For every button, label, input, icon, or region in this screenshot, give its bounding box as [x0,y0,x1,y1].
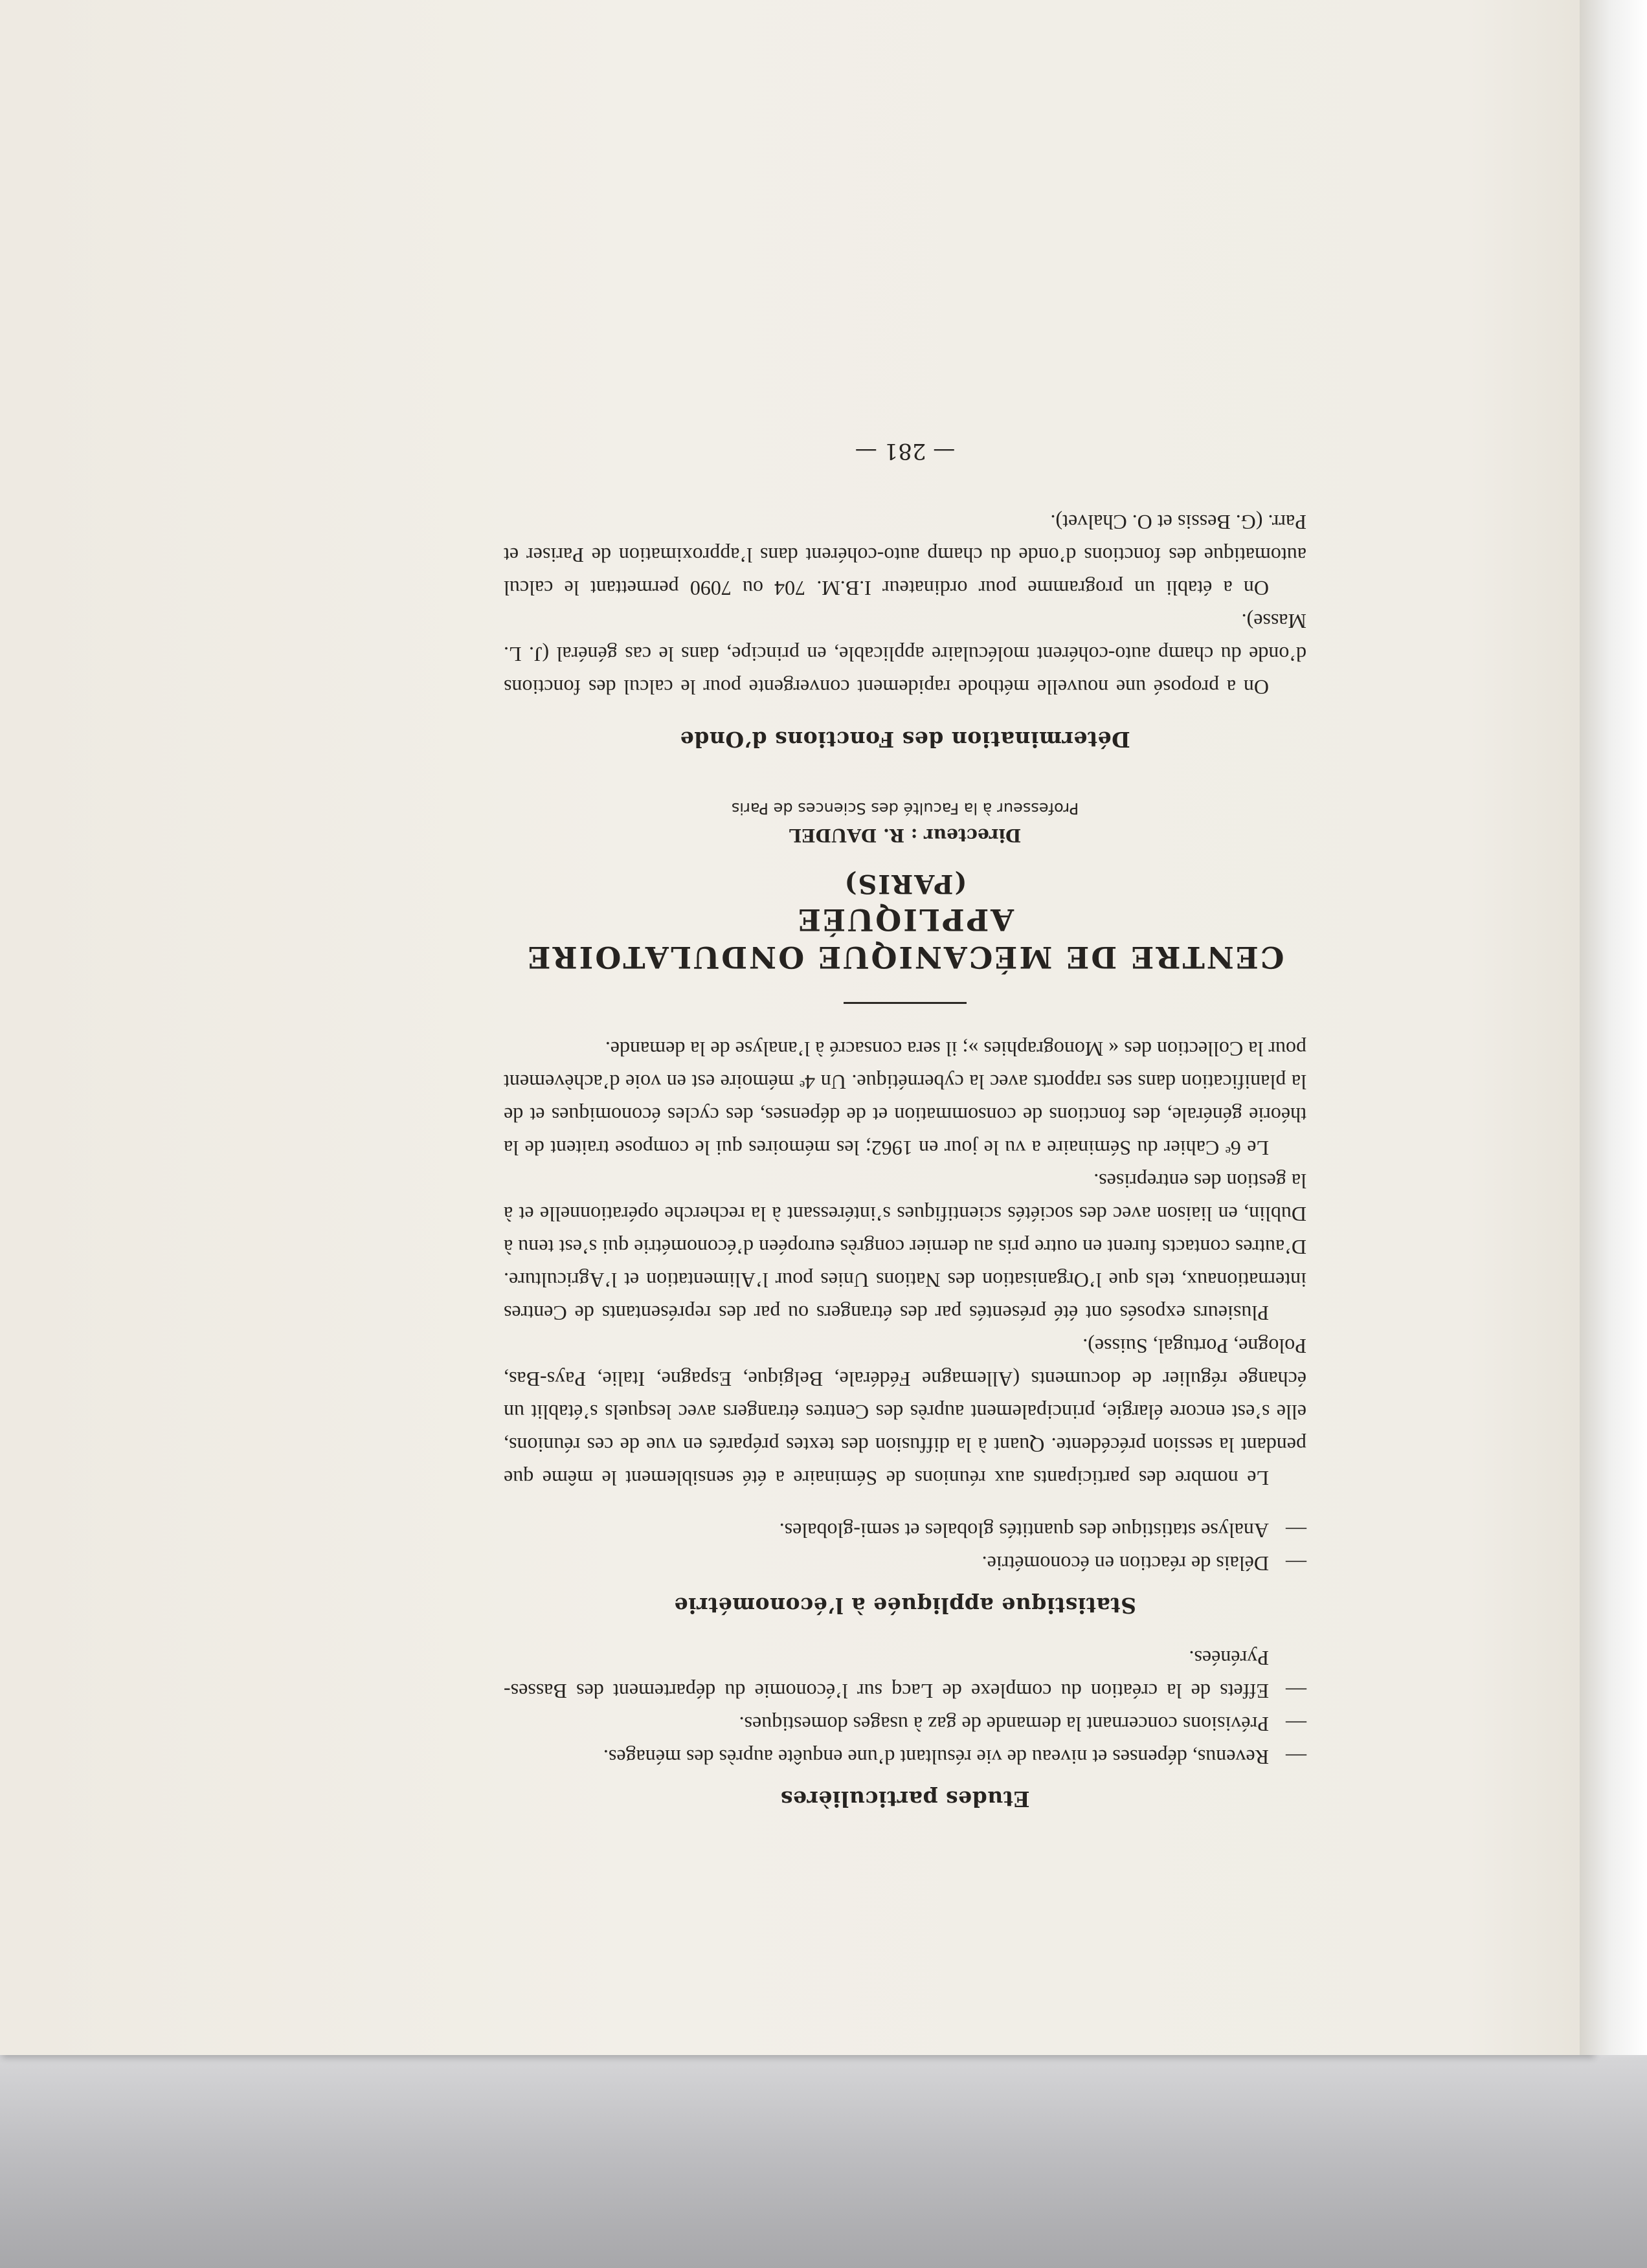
seminaire-paragraph: Le 6ᵉ Cahier du Séminaire a vu le jour en 1962; les mémoires qui le compose traitent de la théorie générale, des fonctions de consommation et de dépenses, des cycles économiques et de la planification dans ses rapports avec la cybernétique. Un 4ᵉ mémoire est en voie d’achèvement pour la Collection des « Monographies »; il sera consacré à l’analyse de la demande. [504,1038,1306,1160]
section-heading-onde: Détermination des Fonctions d’Onde [680,727,1130,752]
list-item: —Prévisions concernant la demande de gaz à usages domestiques. [739,1713,1306,1736]
section-divider-rule [844,1002,967,1004]
list-item: —Analyse statistique des quantités globales et semi-globales. [779,1519,1306,1542]
page-content [504,436,1306,1816]
list-item: —Effets de la création du complexe de Lacq sur l’économie du département des Basses-Pyrénées. [504,1647,1306,1703]
onde-paragraph: On a proposé une nouvelle méthode rapidement convergente pour le calcul des fonctions d’onde du champ auto-cohérent moléculaire applicable, en principe, dans le cas général (J. L. Masse). [504,610,1306,699]
etudes-list [504,1641,1306,1773]
seminaire-paragraph: Le nombre des participants aux réunions de Séminaire a été sensiblement le même que pendant la session précédente. Quant à la diffusion des textes préparés en vue de ces réunions, elle s’est encore élargie, principalement auprès des Centres étrangers avec lesquels s’établit un échange régulier de documents (Allemagne Fédérale, Belgique, Espagne, Italie, Pays-Bas, Pologne, Portugal, Suisse). [504,1335,1306,1490]
section-heading-etudes: Etudes particulières [780,1786,1030,1812]
seminaire-paragraph: Plusieurs exposés ont été présentés par des étrangers ou par des représentants de Centres internationaux, tels que l’Organisation des Nations Unies pour l’Alimentation et l’Agriculture. D’autres contacts furent en outre pris au dernier congrès européen d’économétrie qui s’est tenu à Dublin, en liaison avec des sociétés scientifiques s’intéressant à la recherche opérationnelle et à la gestion des entreprises. [504,1170,1306,1325]
centre-city: (PARIS) [843,869,967,899]
centre-director: Directeur : R. DAUDEL [789,825,1022,846]
list-item: —Délais de réaction en économétrie. [981,1552,1306,1575]
list-item: —Revenus, dépenses et niveau de vie résultant d’une enquête auprès des ménages. [603,1746,1306,1769]
director-affiliation: Professeur à la Faculté des Sciences de Paris [731,799,1079,817]
page-number: — 281 — [855,438,956,464]
onde-paragraph: On a établi un programme pour ordinateur I.B.M. 704 ou 7090 permettant le calcul automatique des fonctions d’onde du champ auto-cohérent dans l’approximation de Pariser et Parr. (G. Bessis et O. Chalvet). [504,511,1306,600]
statistique-list [504,1514,1306,1580]
centre-title: CENTRE DE MÉCANIQUE ONDULATOIRE APPLIQUÉE [526,902,1284,975]
section-heading-statistique: Statistique appliquée à l’économétrie [674,1593,1136,1618]
